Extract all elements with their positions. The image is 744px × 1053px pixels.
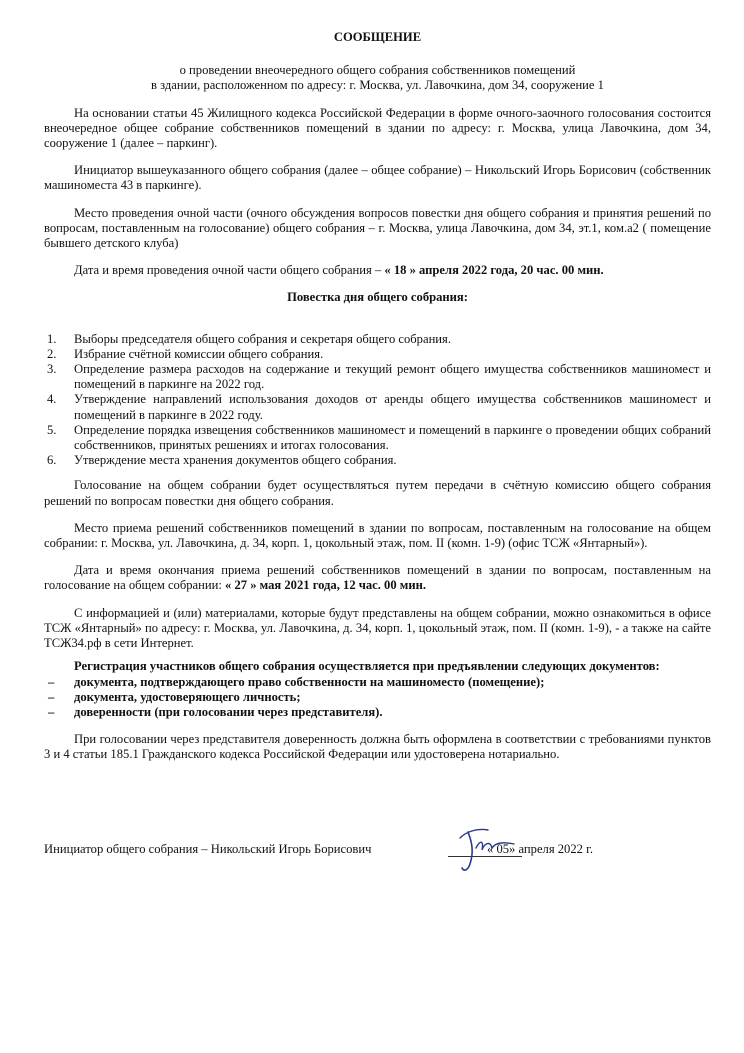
registration-heading bbox=[44, 659, 711, 674]
agenda-item bbox=[44, 362, 711, 392]
paragraph-reception-place: Место приема решений собственников помещений в здании по вопросам, поставленным на голосование на общем собрании: г. Москва, ул. Лавочкина, д. 34, корп. 1, цокольный этаж, пом. II (комн. 1-9) (офис ТСЖ «Янтарный»). bbox=[44, 520, 711, 551]
paragraph-basis: На основании статьи 45 Жилищного кодекса Российской Федерации в форме очного-заочного голосования состоится внеочередное общее собрание собственников помещений в здании по адресу: г. Москва, улица Лавочкина, дом 34, сооружение 1 (далее – паркинг). bbox=[44, 105, 711, 151]
paragraph-initiator: Инициатор вышеуказанного общего собрания (далее – общее собрание) – Никольский Игорь Борисович (собственник машиноместа 43 в паркинге). bbox=[44, 163, 711, 193]
required-document-text: документа, удостоверяющего личность; bbox=[74, 689, 301, 704]
paragraph-meeting-datetime bbox=[44, 263, 711, 278]
signature-date: « 05» апреля 2022 г. bbox=[487, 842, 593, 856]
agenda-item-text: Утверждение места хранения документов общего собрания. bbox=[74, 453, 397, 468]
agenda-item bbox=[44, 392, 711, 422]
signature-block bbox=[44, 838, 711, 868]
required-documents-list bbox=[44, 675, 711, 721]
meeting-datetime-value: « 18 » апреля 2022 года, 20 час. 00 мин. bbox=[384, 263, 604, 278]
paragraph-info: С информацией и (или) материалами, которые будут представлены на общем собрании, можно ознакомиться в офисе ТСЖ «Янтарный» по адресу: г. Москва, ул. Лавочкина, д. 34, корп. 1, цокольный этаж, пом. II (комн. 1-9), - а также на сайте ТСЖ34.рф в сети Интернет. bbox=[44, 605, 711, 651]
paragraph-deadline bbox=[44, 563, 711, 593]
required-document-item bbox=[44, 690, 711, 705]
agenda-item-text: Выборы председателя общего собрания и секретаря общего собрания. bbox=[74, 331, 451, 346]
agenda-list bbox=[44, 332, 711, 469]
document-title: СООБЩЕНИЕ bbox=[333, 30, 422, 44]
agenda-item bbox=[44, 332, 711, 347]
document-page bbox=[44, 30, 711, 775]
subtitle-line-1: о проведении внеочередного общего собрания собственников помещений bbox=[179, 63, 576, 78]
agenda-item-text: Утверждение направлений использования доходов от аренды общего имущества собственников машиномест и помещений в паркинге в 2022 году. bbox=[74, 392, 711, 422]
list-dash: – bbox=[48, 674, 55, 689]
required-document-item bbox=[44, 705, 711, 720]
agenda-item bbox=[44, 423, 711, 453]
required-document-text: документа, подтверждающего право собственности на машиноместо (помещение); bbox=[74, 674, 545, 689]
required-document-text: доверенности (при голосовании через представителя). bbox=[74, 704, 383, 719]
agenda-item-number: 1. bbox=[47, 331, 57, 346]
paragraph-voting: Голосование на общем собрании будет осуществляться путем передачи в счётную комиссию общего собрания решений по вопросам повестки дня общего собрания. bbox=[44, 478, 711, 508]
paragraph-proxy: При голосовании через представителя доверенность должна быть оформлена в соответствии с требованиями пунктов 3 и 4 статьи 185.1 Гражданского кодекса Российской Федерации или удостоверена нотариально. bbox=[44, 732, 711, 762]
list-dash: – bbox=[48, 689, 55, 704]
agenda-item-number: 5. bbox=[47, 422, 57, 437]
agenda-item bbox=[44, 453, 711, 468]
deadline-label: Дата и время окончания приема решений собственников помещений в здании по вопросам, поставленным на голосование на общем собрании: bbox=[44, 563, 711, 593]
document-subtitle bbox=[44, 63, 711, 93]
required-document-item bbox=[44, 675, 711, 690]
paragraph-meeting-place: Место проведения очной части (очного обсуждения вопросов повестки дня общего собрания и принятия решений по вопросам, поставленным на голосование) общего собрания – г. Москва, улица Лавочкина, дом 34, эт.1, ком.а2 ( помещение бывшего детского клуба) bbox=[44, 205, 711, 251]
agenda-item-text: Избрание счётной комиссии общего собрания. bbox=[74, 346, 324, 361]
agenda-item-number: 6. bbox=[47, 453, 57, 468]
agenda-item bbox=[44, 347, 711, 362]
agenda-heading: Повестка дня общего собрания: bbox=[287, 290, 468, 305]
agenda-item-number: 3. bbox=[47, 362, 57, 377]
meeting-datetime-label: Дата и время проведения очной части общего собрания – bbox=[74, 263, 382, 278]
signature-initiator: Инициатор общего собрания – Никольский Игорь Борисович bbox=[44, 842, 372, 856]
agenda-item-number: 4. bbox=[47, 392, 57, 407]
subtitle-line-2: в здании, расположенном по адресу: г. Москва, ул. Лавочкина, дом 34, сооружение 1 bbox=[151, 78, 604, 93]
agenda-item-text: Определение размера расходов на содержание и текущий ремонт общего имущества собственников машиномест и помещений в паркинге на 2022 год. bbox=[74, 362, 711, 392]
deadline-value: « 27 » мая 2021 года, 12 час. 00 мин. bbox=[225, 578, 427, 593]
list-dash: – bbox=[48, 704, 55, 719]
agenda-item-text: Определение порядка извещения собственников машиномест и помещений в паркинге о проведении общих собраний собственников, принятых решениях и итогах голосования. bbox=[74, 422, 711, 453]
registration-heading-text: Регистрация участников общего собрания осуществляется при предъявлении следующих документов: bbox=[74, 659, 660, 674]
agenda-item-number: 2. bbox=[47, 346, 57, 361]
